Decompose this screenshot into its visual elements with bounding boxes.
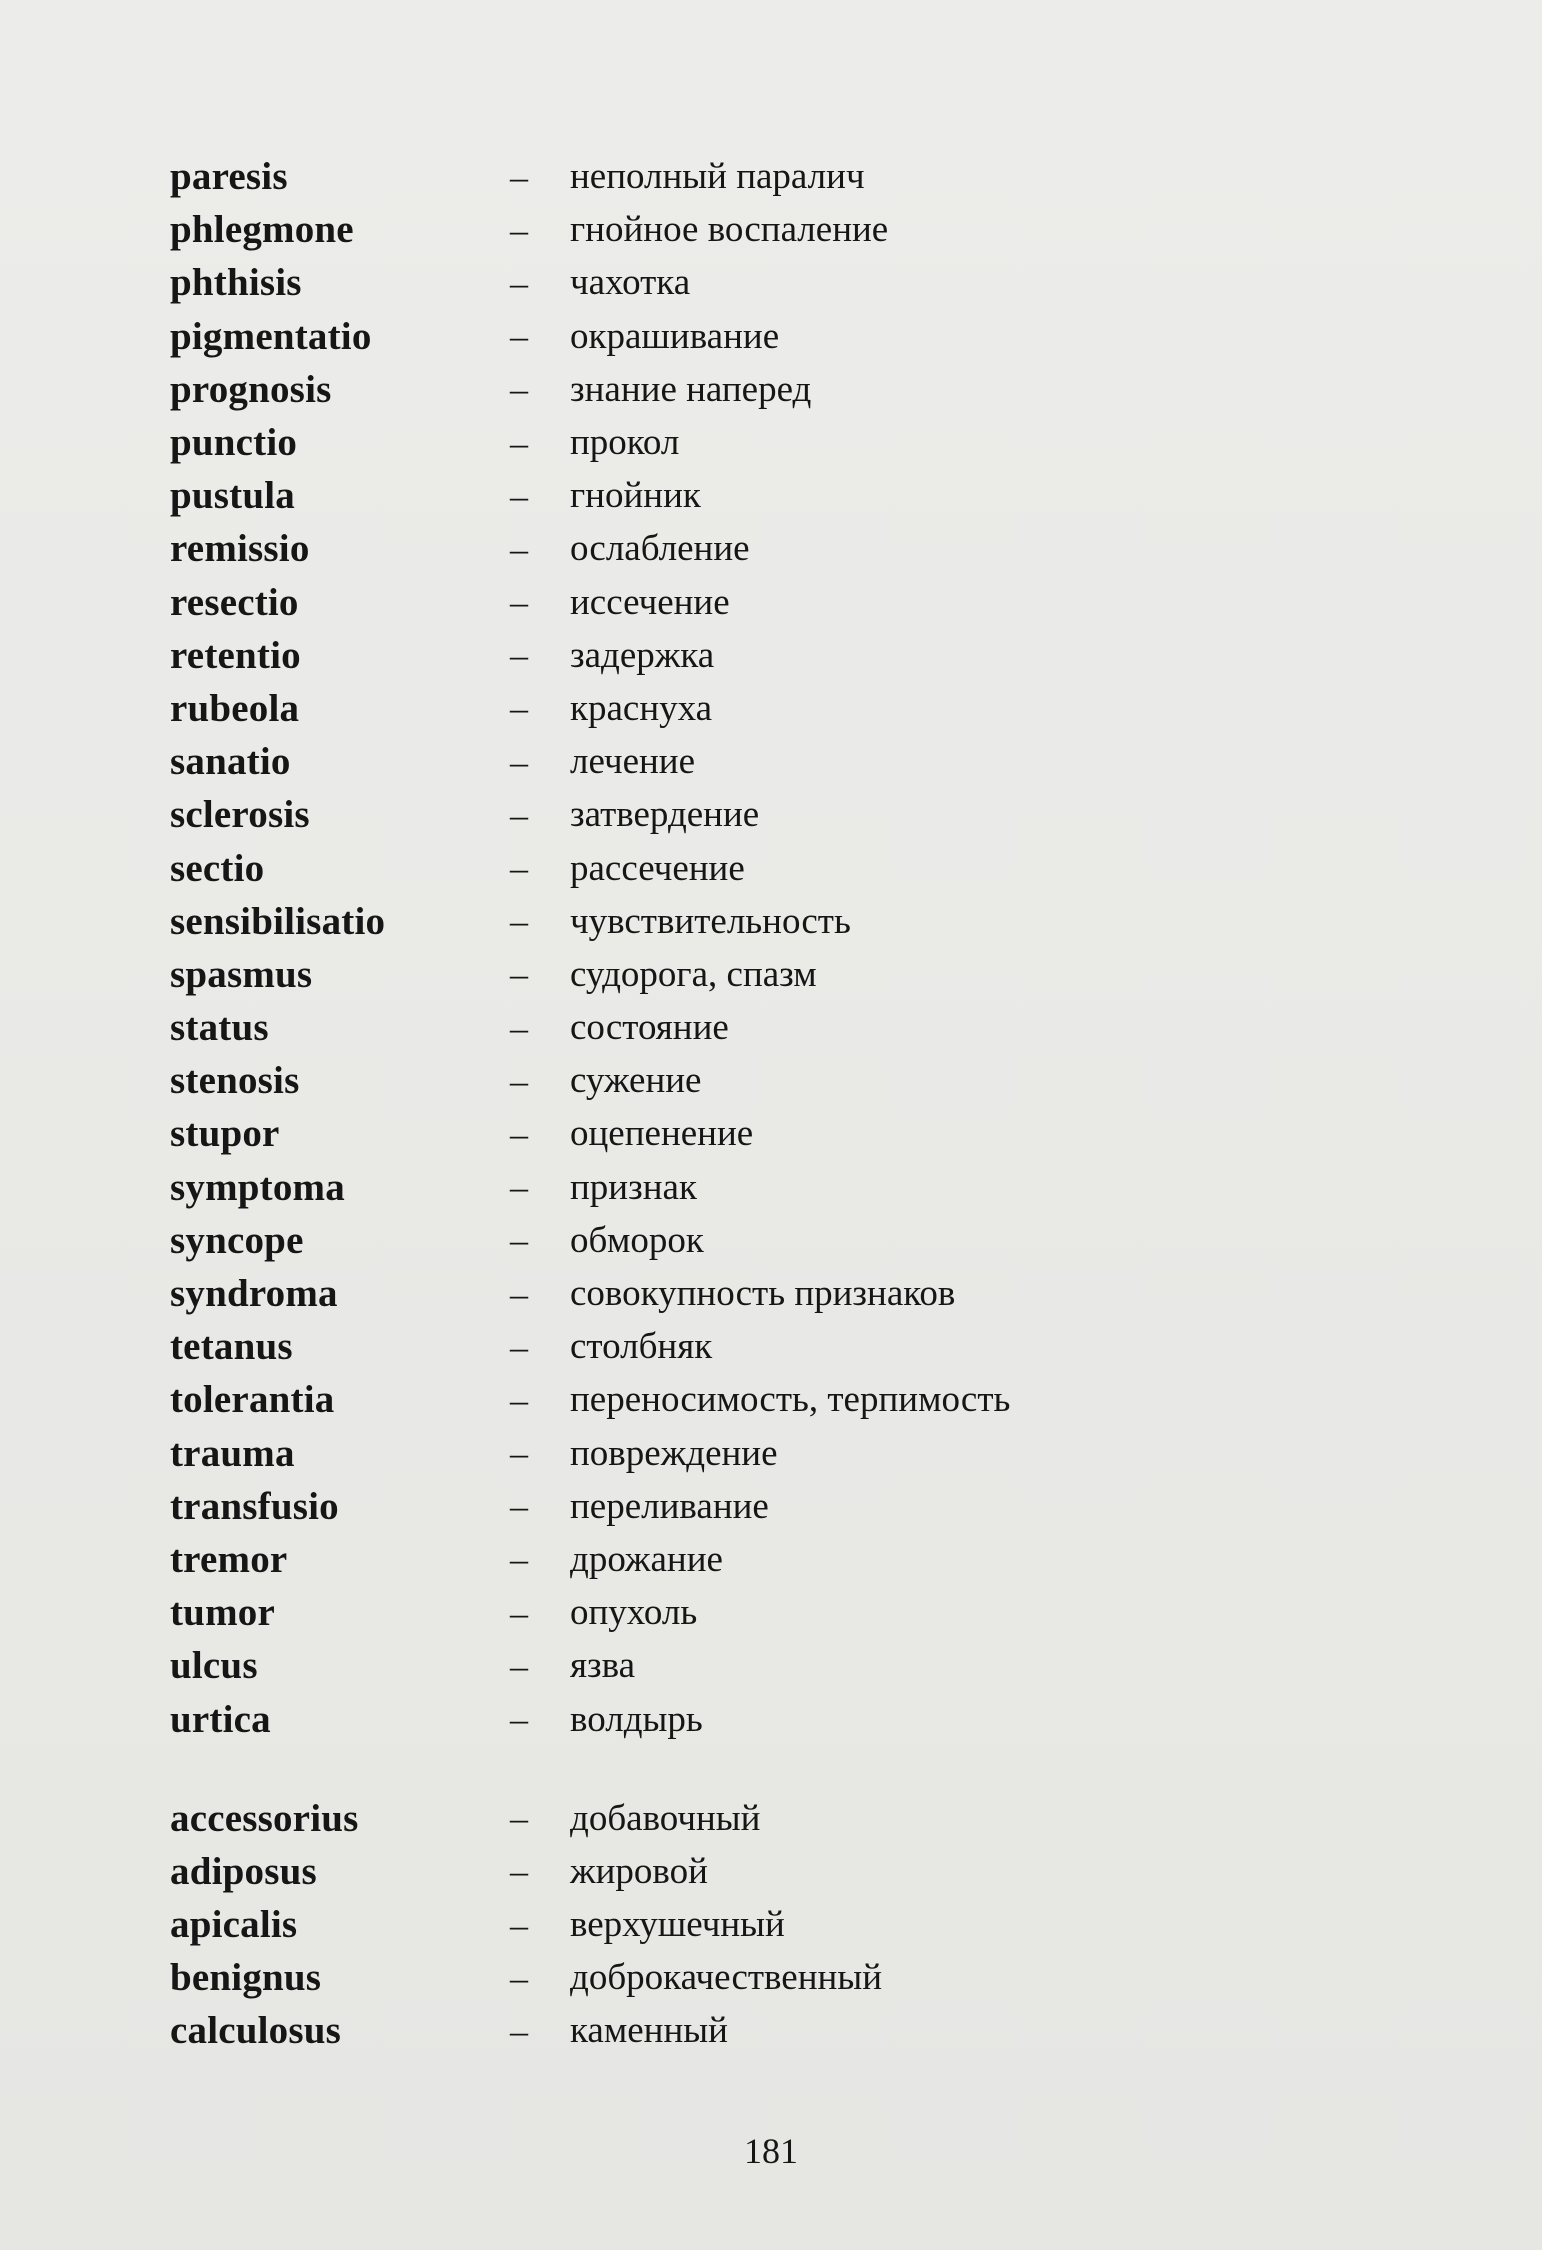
translation: оцепенение: [570, 1113, 754, 1155]
latin-term: phthisis: [170, 261, 302, 305]
glossary-entry: [170, 1214, 1320, 1267]
glossary-entry: [170, 788, 1320, 841]
glossary-entry: [170, 895, 1320, 948]
dash: –: [510, 1851, 528, 1892]
latin-term: remissio: [170, 527, 310, 571]
latin-term: sclerosis: [170, 793, 310, 837]
glossary-entry: [170, 1792, 1320, 1845]
latin-term: paresis: [170, 155, 288, 199]
translation: чахотка: [570, 262, 691, 304]
translation: лечение: [570, 741, 696, 783]
latin-term: urtica: [170, 1697, 271, 1741]
translation: доброкачественный: [570, 1957, 882, 1999]
translation: чувствительность: [570, 900, 851, 942]
dash: –: [510, 422, 528, 463]
latin-term: syncope: [170, 1218, 304, 1262]
glossary-list: [170, 150, 1320, 2058]
translation: гнойник: [570, 475, 701, 517]
glossary-entry: [170, 841, 1320, 894]
translation: столбняк: [570, 1326, 713, 1368]
adjective-group: [170, 1792, 1320, 2058]
latin-term: tetanus: [170, 1325, 293, 1369]
translation: дрожание: [570, 1538, 723, 1580]
latin-term: rubeola: [170, 686, 300, 730]
glossary-entry: [170, 1161, 1320, 1214]
translation: переносимость, терпимость: [570, 1379, 1011, 1421]
glossary-entry: [170, 256, 1320, 309]
latin-term: tolerantia: [170, 1378, 335, 1422]
glossary-entry: [170, 629, 1320, 682]
translation: прокол: [570, 422, 680, 464]
latin-term: sectio: [170, 846, 265, 890]
translation: переливание: [570, 1485, 769, 1527]
glossary-entry: [170, 1427, 1320, 1480]
latin-term: accessorius: [170, 1796, 359, 1840]
dash: –: [510, 1699, 528, 1740]
translation: окрашивание: [570, 315, 780, 357]
dash: –: [510, 1273, 528, 1314]
latin-term: syndroma: [170, 1272, 338, 1316]
dash: –: [510, 901, 528, 942]
dash: –: [510, 848, 528, 889]
translation: добавочный: [570, 1797, 761, 1839]
dash: –: [510, 954, 528, 995]
translation: признак: [570, 1166, 697, 1208]
dash: –: [510, 1433, 528, 1474]
latin-term: benignus: [170, 1956, 322, 2000]
translation: задержка: [570, 634, 715, 676]
glossary-entry: [170, 1533, 1320, 1586]
latin-term: stupor: [170, 1112, 280, 1156]
glossary-entry: [170, 203, 1320, 256]
dash: –: [510, 1798, 528, 1839]
glossary-entry: [170, 1845, 1320, 1898]
dash: –: [510, 1007, 528, 1048]
latin-term: pigmentatio: [170, 314, 372, 358]
glossary-entry: [170, 416, 1320, 469]
glossary-entry: [170, 1320, 1320, 1373]
translation: судорога, спазм: [570, 953, 817, 995]
latin-term: calculosus: [170, 2009, 342, 2053]
dash: –: [510, 1645, 528, 1686]
dash: –: [510, 794, 528, 835]
glossary-entry: [170, 1480, 1320, 1533]
glossary-entry: [170, 735, 1320, 788]
glossary-entry: [170, 522, 1320, 575]
dash: –: [510, 582, 528, 623]
translation: неполный паралич: [570, 156, 865, 198]
translation: совокупность признаков: [570, 1273, 956, 1315]
latin-term: sanatio: [170, 740, 291, 784]
latin-term: adiposus: [170, 1849, 317, 1893]
dash: –: [510, 741, 528, 782]
latin-term: resectio: [170, 580, 299, 624]
dash: –: [510, 316, 528, 357]
dash: –: [510, 475, 528, 516]
latin-term: trauma: [170, 1431, 295, 1475]
dash: –: [510, 1167, 528, 1208]
latin-term: tumor: [170, 1591, 275, 1635]
glossary-entry: [170, 1001, 1320, 1054]
translation: иссечение: [570, 581, 730, 623]
dash: –: [510, 1486, 528, 1527]
glossary-entry: [170, 1692, 1320, 1745]
glossary-entry: [170, 1898, 1320, 1951]
dash: –: [510, 209, 528, 250]
translation: волдырь: [570, 1698, 703, 1740]
translation: обморок: [570, 1219, 704, 1261]
glossary-entry: [170, 1267, 1320, 1320]
glossary-entry: [170, 1586, 1320, 1639]
dash: –: [510, 1904, 528, 1945]
glossary-entry: [170, 469, 1320, 522]
latin-term: stenosis: [170, 1059, 300, 1103]
dash: –: [510, 1957, 528, 1998]
dash: –: [510, 688, 528, 729]
glossary-entry: [170, 363, 1320, 416]
translation: каменный: [570, 2010, 728, 2052]
glossary-entry: [170, 576, 1320, 629]
dash: –: [510, 262, 528, 303]
glossary-entry: [170, 2004, 1320, 2057]
latin-term: prognosis: [170, 367, 332, 411]
glossary-entry: [170, 1373, 1320, 1426]
translation: верхушечный: [570, 1904, 785, 1946]
dash: –: [510, 156, 528, 197]
translation: состояние: [570, 1007, 729, 1049]
latin-term: symptoma: [170, 1165, 345, 1209]
translation: язва: [570, 1645, 636, 1687]
glossary-entry: [170, 1639, 1320, 1692]
latin-term: sensibilisatio: [170, 899, 386, 943]
latin-term: spasmus: [170, 952, 313, 996]
translation: повреждение: [570, 1432, 778, 1474]
page-number: 181: [744, 2131, 798, 2171]
latin-term: phlegmone: [170, 208, 354, 252]
translation: затвердение: [570, 794, 760, 836]
glossary-entry: [170, 150, 1320, 203]
dash: –: [510, 528, 528, 569]
glossary-entry: [170, 1951, 1320, 2004]
dash: –: [510, 2010, 528, 2051]
latin-term: punctio: [170, 421, 298, 465]
glossary-entry: [170, 948, 1320, 1001]
dash: –: [510, 635, 528, 676]
glossary-entry: [170, 1107, 1320, 1160]
translation: ослабление: [570, 528, 750, 570]
translation: краснуха: [570, 687, 713, 729]
translation: опухоль: [570, 1592, 698, 1634]
latin-term: retentio: [170, 633, 301, 677]
dash: –: [510, 1379, 528, 1420]
translation: сужение: [570, 1060, 702, 1102]
dash: –: [510, 1592, 528, 1633]
glossary-entry: [170, 1054, 1320, 1107]
dash: –: [510, 1539, 528, 1580]
latin-term: pustula: [170, 474, 295, 518]
glossary-entry: [170, 310, 1320, 363]
dash: –: [510, 1326, 528, 1367]
latin-term: tremor: [170, 1537, 288, 1581]
dash: –: [510, 1113, 528, 1154]
latin-term: transfusio: [170, 1484, 339, 1528]
dash: –: [510, 369, 528, 410]
latin-term: status: [170, 1006, 269, 1050]
group-spacer: [170, 1746, 1320, 1792]
translation: знание наперед: [570, 368, 812, 410]
dash: –: [510, 1220, 528, 1261]
translation: рассечение: [570, 847, 745, 889]
latin-term: apicalis: [170, 1903, 298, 1947]
latin-term: ulcus: [170, 1644, 258, 1688]
glossary-entry: [170, 682, 1320, 735]
dash: –: [510, 1060, 528, 1101]
translation: жировой: [570, 1850, 708, 1892]
noun-group: [170, 150, 1320, 1746]
translation: гнойное воспаление: [570, 209, 889, 251]
